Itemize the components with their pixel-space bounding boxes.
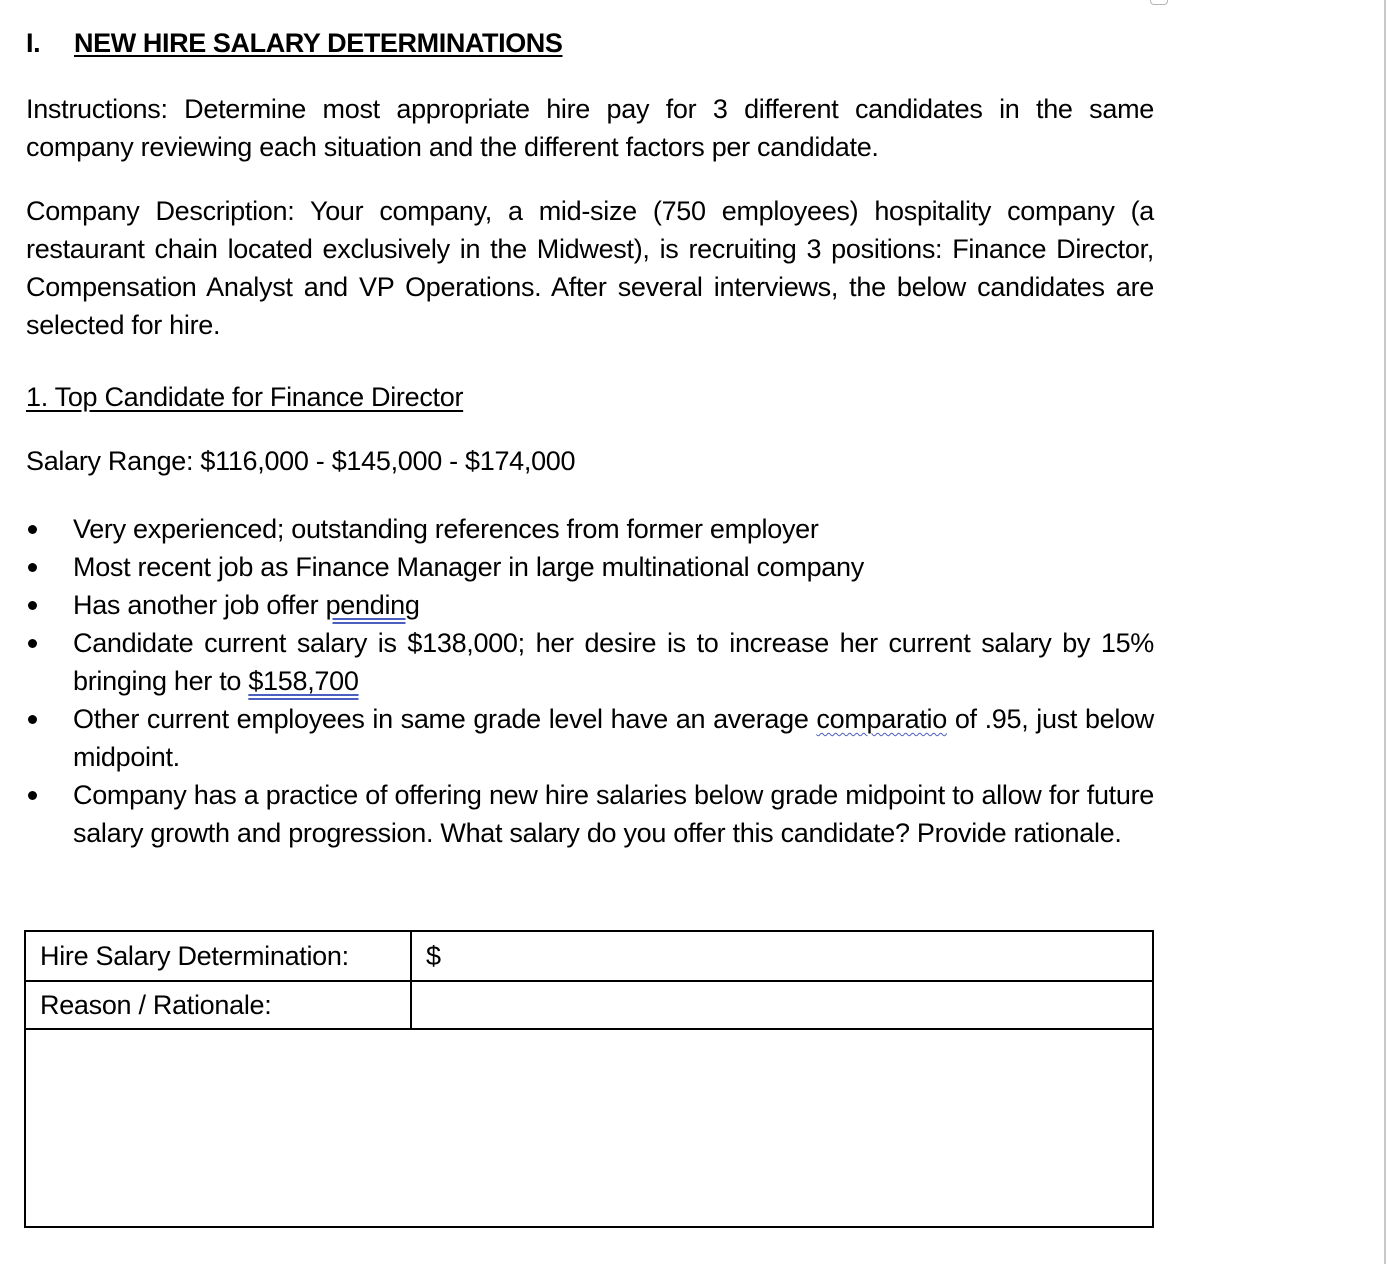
grammar-marked-amount[interactable]: $158,700 (248, 666, 359, 696)
list-item (26, 548, 1154, 586)
page-edge (1384, 0, 1386, 1264)
bullet-text: Most recent job as Finance Manager in large multinational company (73, 552, 864, 582)
rationale-label: Reason / Rationale: (25, 981, 411, 1029)
list-item (26, 700, 1154, 776)
salary-range: Salary Range: $116,000 - $145,000 - $174,000 (26, 446, 576, 476)
list-item (26, 510, 1154, 548)
candidate-heading: 1. Top Candidate for Finance Director (26, 382, 464, 412)
table-row (25, 931, 1153, 981)
answer-table (24, 930, 1154, 1228)
section-number: I. (26, 28, 41, 58)
spelling-marked-word[interactable]: comparatio (816, 704, 947, 734)
bullet-text: Has another job offer (73, 590, 326, 620)
section-title: NEW HIRE SALARY DETERMINATIONS (74, 28, 563, 58)
corner-mark (1150, 0, 1168, 5)
rationale-header-cell (411, 981, 1153, 1029)
table-row (25, 981, 1153, 1029)
instructions-paragraph: Instructions: Determine most appropriate hire pay for 3 different candidates in the same company reviewing each situation and the different factors per candidate. (26, 94, 1154, 162)
bullet-text: Other current employees in same grade level have an average (73, 704, 817, 734)
rationale-input[interactable] (25, 1029, 1153, 1227)
bullet-text: Candidate current salary is $138,000; her desire is to increase her current salary by 15% bringing her to (73, 628, 1154, 696)
list-item (26, 586, 1154, 624)
grammar-marked-word[interactable]: pending (325, 590, 420, 620)
list-item (26, 776, 1154, 852)
list-item (26, 624, 1154, 700)
bullet-text: Very experienced; outstanding references from former employer (73, 514, 819, 544)
hire-salary-input[interactable]: $ (411, 931, 1153, 981)
bullet-text: of .95, just below midpoint. (73, 704, 1154, 772)
section-heading (26, 28, 563, 59)
hire-salary-label: Hire Salary Determination: (25, 931, 411, 981)
table-row (25, 1029, 1153, 1227)
candidate-facts-list (26, 510, 1154, 852)
bullet-text: Company has a practice of offering new hire salaries below grade midpoint to allow for future salary growth and progression. What salary do you offer this candidate? Provide rationale. (73, 780, 1154, 848)
company-description-paragraph: Company Description: Your company, a mid-size (750 employees) hospitality company (a restaurant chain located exclusively in the Midwest), is recruiting 3 positions: Finance Director, Compensation Analyst and VP Operations. After several interviews, the below candidates are selected for hire. (26, 196, 1154, 340)
